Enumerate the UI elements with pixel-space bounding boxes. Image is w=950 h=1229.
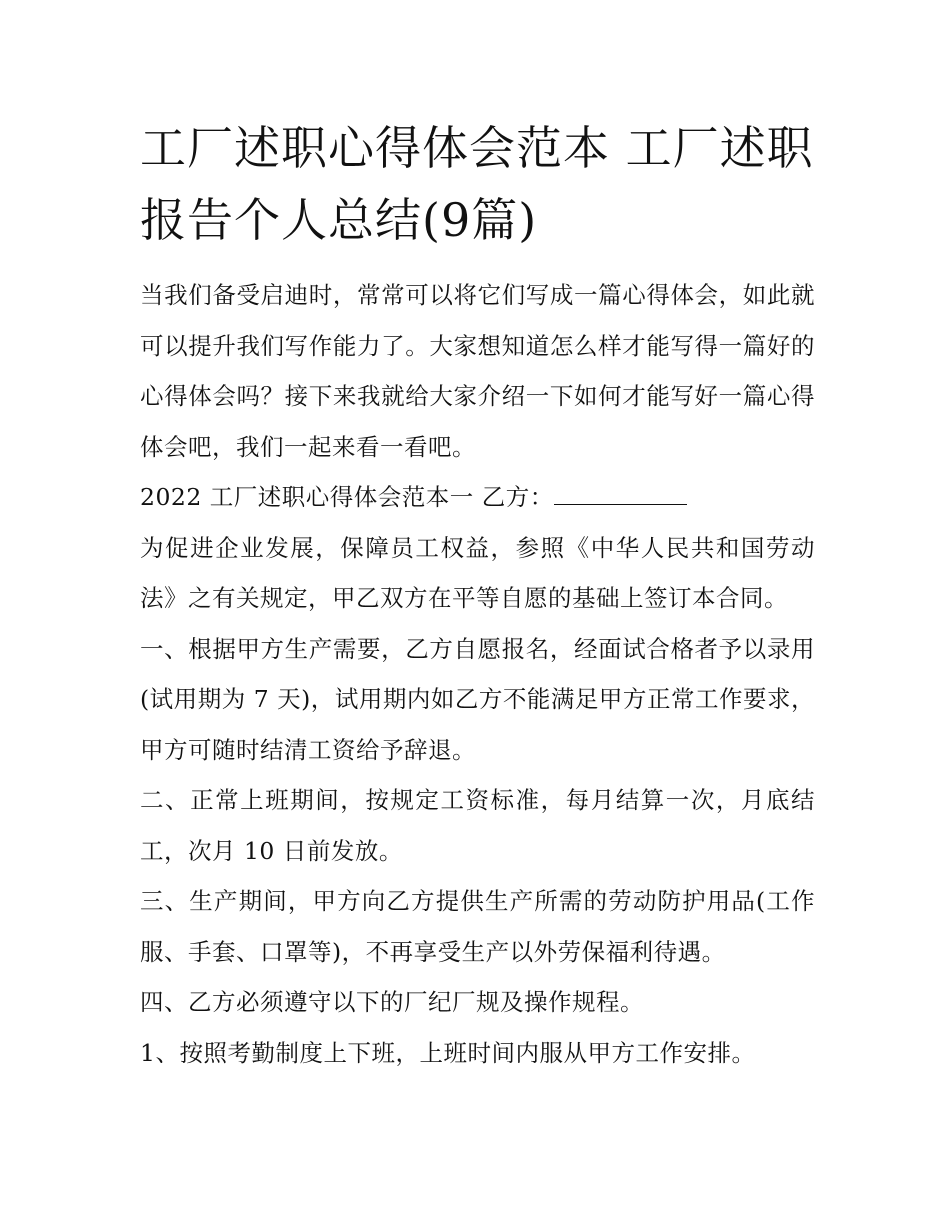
- body-paragraph: 为促进企业发展，保障员工权益，参照《中华人民共和国劳动法》之有关规定，甲乙双方在平等自愿的基础上签订本合同。: [140, 533, 815, 612]
- body-paragraph: 1、按照考勤制度上下班，上班时间内服从甲方工作安排。: [140, 1038, 756, 1067]
- document-page: [140, 112, 815, 1078]
- signature-blank-line: [554, 482, 687, 505]
- body-paragraph: 三、生产期间，甲方向乙方提供生产所需的劳动防护用品(工作服、手套、口罩等)，不再享受生产以外劳保福利待遇。: [140, 887, 815, 966]
- intro-paragraph: 当我们备受启迪时，常常可以将它们写成一篇心得体会，如此就可以提升我们写作能力了。大家想知道怎么样才能写得一篇好的心得体会吗？接下来我就给大家介绍一下如何才能写好一篇心得体会吧，我们一起来看一看吧。: [140, 281, 815, 461]
- body-paragraph: 四、乙方必须遵守以下的厂纪厂规及操作规程。: [140, 988, 644, 1016]
- body-paragraph: 一、根据甲方生产需要，乙方自愿报名，经面试合格者予以录用(试用期为 7 天)，试用期内如乙方不能满足甲方正常工作要求，甲方可随时结清工资给予辞退。: [140, 634, 815, 764]
- section-heading: [140, 472, 815, 523]
- section-heading-text: 2022 工厂述职心得体会范本一 乙方：: [140, 483, 554, 511]
- body-paragraph: 二、正常上班期间，按规定工资标准，每月结算一次，月底结工，次月 10 日前发放。: [140, 786, 815, 865]
- document-title: 工厂述职心得体会范本 工厂述职报告个人总结(9篇): [140, 121, 814, 247]
